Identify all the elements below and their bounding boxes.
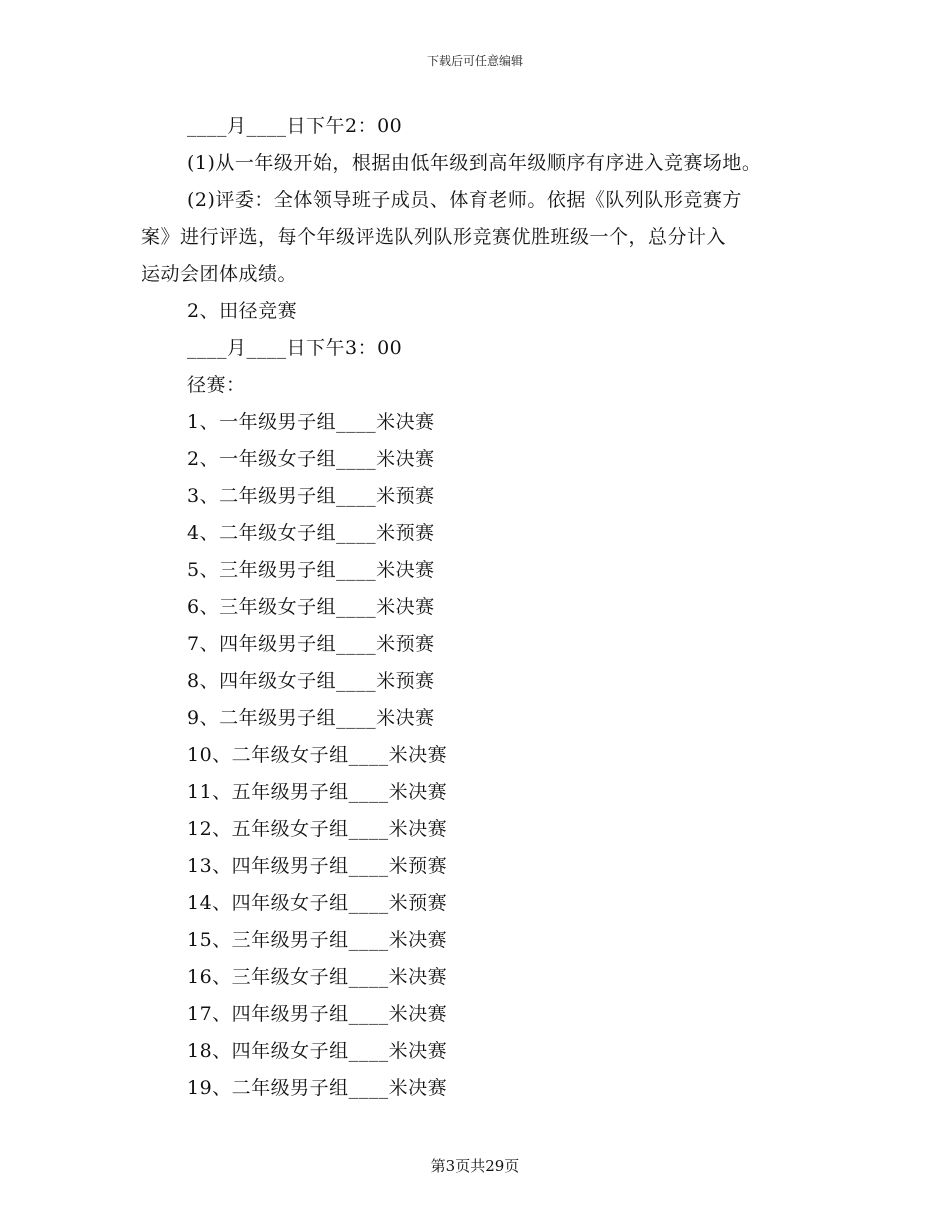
list-item: 16、三年级女子组____米决赛 [187, 966, 448, 988]
list-item: 10、二年级女子组____米决赛 [187, 744, 448, 766]
time-line-1: ____月____日下午2：00 [187, 115, 403, 137]
paragraph-line: 运动会团体成绩。 [141, 263, 298, 285]
list-item: 2、一年级女子组____米决赛 [187, 448, 435, 470]
page-footer: 第3页共29页 [430, 1157, 520, 1175]
list-item: 14、四年级女子组____米预赛 [187, 892, 448, 914]
list-item: 6、三年级女子组____米决赛 [187, 596, 435, 618]
list-item: 9、二年级男子组____米决赛 [187, 707, 435, 729]
section-heading: 2、田径竞赛 [187, 300, 298, 322]
list-item: 19、二年级男子组____米决赛 [187, 1077, 448, 1099]
list-item: 17、四年级男子组____米决赛 [187, 1003, 448, 1025]
time-line-2: ____月____日下午3：00 [187, 337, 403, 359]
paragraph-line: (1)从一年级开始，根据由低年级到高年级顺序有序进入竞赛场地。 [187, 152, 762, 174]
list-item: 12、五年级女子组____米决赛 [187, 818, 448, 840]
paragraph-line: 案》进行评选，每个年级评选队列队形竞赛优胜班级一个，总分计入 [141, 226, 727, 248]
list-item: 5、三年级男子组____米决赛 [187, 559, 435, 581]
page-header: 下载后可任意编辑 [426, 54, 523, 68]
list-item: 13、四年级男子组____米预赛 [187, 855, 448, 877]
list-item: 18、四年级女子组____米决赛 [187, 1040, 448, 1062]
list-item: 8、四年级女子组____米预赛 [187, 670, 435, 692]
list-item: 15、三年级男子组____米决赛 [187, 929, 448, 951]
paragraph-line: (2)评委：全体领导班子成员、体育老师。依据《队列队形竞赛方 [187, 189, 742, 211]
list-item: 1、一年级男子组____米决赛 [187, 411, 435, 433]
list-item: 4、二年级女子组____米预赛 [187, 522, 435, 544]
list-item: 3、二年级男子组____米预赛 [187, 485, 435, 507]
document-body [141, 108, 821, 1107]
list-item: 7、四年级男子组____米预赛 [187, 633, 435, 655]
list-item: 11、五年级男子组____米决赛 [187, 781, 448, 803]
subsection-heading: 径赛： [187, 374, 246, 396]
